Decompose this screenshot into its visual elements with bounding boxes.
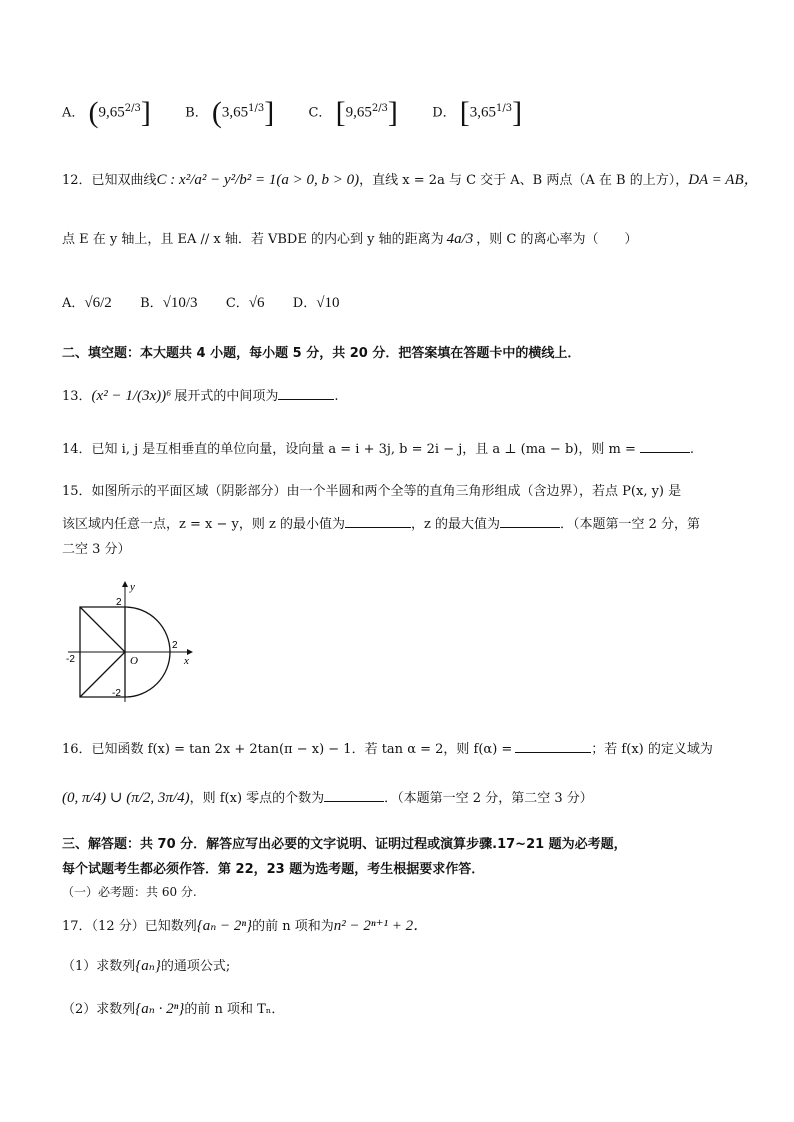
origin-label: O: [130, 655, 138, 667]
q12-line1: [62, 168, 759, 189]
q11-option-d-value: 3,65: [469, 104, 497, 121]
q17-sum: n² − 2ⁿ⁺¹ + 2．: [333, 918, 429, 934]
q13: 13．(x² − 1/(3x))⁶ 展开式的中间项为 .: [62, 388, 339, 404]
q12-line1-text: ，直线 x = 2a 与 C 交于 A、B 两点（A 在 B 的上方），: [359, 173, 689, 188]
q13-blank[interactable]: [278, 387, 334, 400]
q11-options: A． $(9,65^{2/3}]$ B． $(3,65^{1/3}]$ C． $[9,65^{2/3}]$ D． $[3,65^{1/3}]$: [62, 96, 523, 129]
q16-line1-text: 16．已知函数 f(x) = tan 2x + 2tan(π − x) − 1．若 tan α = 2，则 f(α) =: [62, 742, 513, 757]
q12-line2-end: ，则 C 的离心率为（ ）: [476, 232, 638, 247]
required-note: （一）必考题：共 60 分.: [62, 885, 197, 899]
q15-line3: 二空 3 分）: [62, 542, 131, 557]
section3-heading-line2: 每个试题考生都必须作答．第 22，23 题为选考题，考生根据要求作答．: [62, 862, 485, 877]
q17-part1-text: 的通项公式;: [160, 959, 231, 974]
q12-option-b-value: √10/3: [162, 295, 198, 311]
q12-curve: C : x²/a² − y²/b² = 1(a > 0, b > 0): [156, 172, 360, 188]
q12-option-a-value: √6/2: [84, 295, 112, 311]
q15-line1: 15．如图所示的平面区域（阴影部分）由一个半圆和两个全等的直角三角形组成（含边界），若点 P(x, y) 是: [62, 484, 682, 499]
q11-option-a-value: 9,65: [98, 104, 125, 121]
tick-right: 2: [172, 640, 178, 651]
q11-option-b-label: B．: [185, 105, 208, 121]
section2-heading: 二、填空题：本大题共 4 小题，每小题 5 分，共 20 分．把答案填在答题卡中的横线上．: [62, 346, 581, 361]
q14-text: 14．已知 i, j 是互相垂直的单位向量，设向量 a = i + 3j, b = 2i − j，且 a ⊥ (ma − b)，则 m =: [62, 442, 636, 457]
q17-part1: [62, 955, 230, 975]
q15-line2: [62, 513, 700, 532]
tick-top: 2: [116, 597, 122, 608]
q15-line2-text-c: ．（本题第一空 2 分，第: [559, 517, 700, 532]
q12-options: [62, 292, 339, 312]
q16-line1: [62, 738, 713, 757]
q17-part2-text: 的前 n 项和 Tₙ．: [184, 1002, 285, 1017]
q14-blank[interactable]: [640, 440, 690, 453]
q13-expression: (x² − 1/(3x))⁶: [91, 388, 172, 404]
q17-part2-intro: （2）求数列: [62, 1002, 136, 1017]
q16-line1-end: ；若 f(x) 的定义域为: [591, 742, 713, 757]
q16-blank-zeros[interactable]: [324, 789, 384, 802]
q11-option-a-label: A．: [62, 105, 85, 121]
q11-option-b-exp: 1/3: [248, 103, 265, 115]
q17-part1-intro: （1）求数列: [62, 959, 136, 974]
region-figure: [64, 578, 204, 708]
q13-text: 展开式的中间项为: [174, 389, 279, 404]
q17-text: 的前 n 项和为: [252, 919, 334, 934]
q16-blank-value[interactable]: [515, 740, 591, 753]
q16-domain: (0, π/4) ∪ (π/2, 3π/4): [62, 790, 190, 806]
q17-intro: 17．（12 分）已知数列: [62, 919, 197, 934]
q16-line2-end: ．（本题第一空 2 分，第二空 3 分）: [384, 791, 593, 806]
q11-option-d-exp: 1/3: [496, 103, 513, 115]
q17-part1-seq: {aₙ}: [135, 958, 161, 974]
q16-line2-text: ，则 f(x) 零点的个数为: [189, 791, 325, 806]
q11-option-a-exp: 2/3: [124, 103, 141, 115]
tick-left: -2: [66, 654, 75, 665]
q12-option-c-value: √6: [248, 295, 265, 311]
q12-option-d-value: √10: [316, 295, 340, 311]
q17-line1: [62, 914, 428, 935]
y-axis-label: y: [130, 581, 135, 593]
q15-line2-text-b: ，z 的最大值为: [410, 517, 500, 532]
q12-option-b-label: B．: [140, 296, 163, 311]
q12-option-c-label: C．: [225, 296, 249, 311]
q11-option-d-label: D．: [432, 105, 456, 121]
q16-line2: [62, 787, 593, 807]
q13-number: 13．: [62, 389, 92, 404]
q12-intro: 12．已知双曲线: [62, 173, 157, 188]
q12-option-a-label: A．: [62, 296, 85, 311]
q12-option-d-label: D．: [292, 296, 317, 311]
section3-heading-line1: 三、解答题：共 70 分．解答应写出必要的文字说明、证明过程或演算步骤.17~21 题为必考题，: [62, 837, 627, 852]
q11-option-b-value: 3,65: [221, 104, 249, 121]
q17-sequence: {aₙ − 2ⁿ}: [196, 918, 253, 934]
q11-option-c-value: 9,65: [345, 104, 372, 121]
q15-line2-text-a: 该区域内任意一点，z = x − y，则 z 的最小值为: [62, 517, 345, 532]
q12-line2-text: 点 E 在 y 轴上，且 EA // x 轴．若 VBDE 的内心到 y 轴的距离为: [62, 232, 444, 247]
x-axis-label: x: [184, 655, 189, 667]
q15-blank-min[interactable]: [345, 515, 411, 528]
q12-vector-eq: DA = AB，: [688, 172, 759, 188]
q15-blank-max[interactable]: [500, 515, 560, 528]
q17-part2: [62, 998, 284, 1018]
q14: 14．已知 i, j 是互相垂直的单位向量，设向量 a = i + 3j, b = 2i − j，且 a ⊥ (ma − b)，则 m = .: [62, 442, 694, 457]
tick-bottom: -2: [112, 688, 121, 699]
q11-option-c-exp: 2/3: [371, 103, 388, 115]
q17-part2-seq: {aₙ · 2ⁿ}: [135, 1001, 185, 1017]
q12-line2: [62, 228, 637, 248]
q12-distance: 4a/3: [446, 231, 474, 247]
q11-option-c-label: C．: [308, 105, 332, 121]
